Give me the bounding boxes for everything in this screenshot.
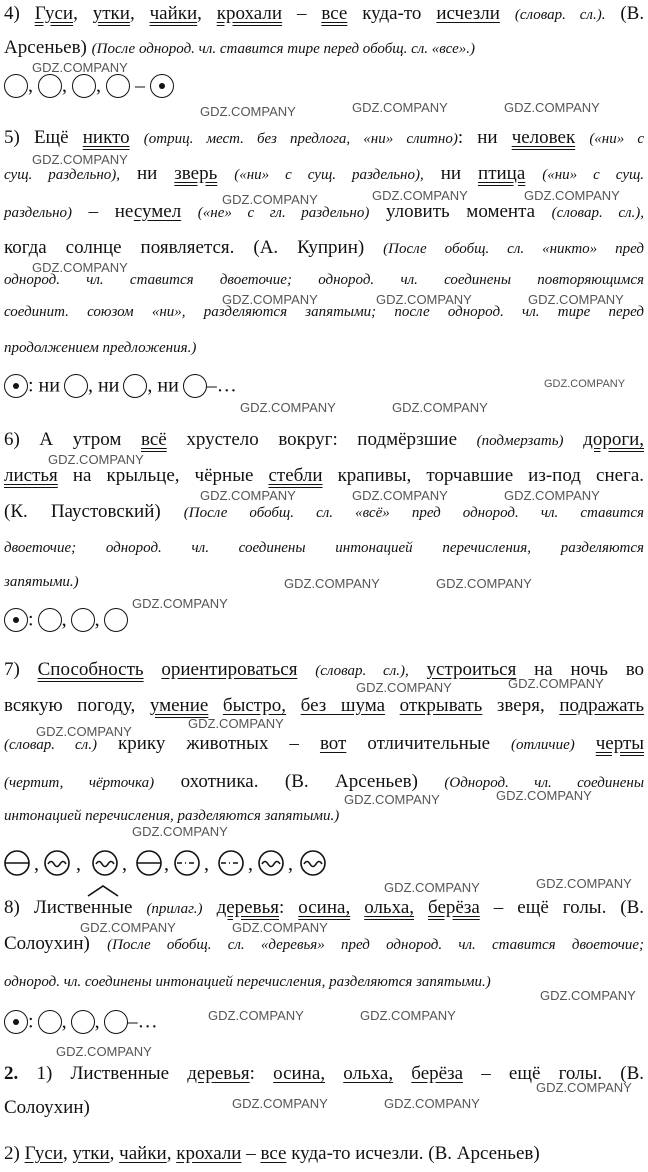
- watermark: GDZ.COMPANY: [188, 716, 284, 731]
- item-number: 4): [4, 3, 20, 24]
- note: (Однород. чл. соединены: [444, 775, 645, 791]
- note: (прилаг.): [146, 901, 203, 917]
- item5-schema: [4, 374, 237, 414]
- schema-text: , ни: [147, 374, 179, 397]
- watermark: GDZ.COMPANY: [48, 452, 144, 467]
- text: :: [278, 897, 285, 918]
- item4-schema: , , , –: [4, 74, 174, 114]
- item4-line2: [4, 34, 644, 63]
- note: (отличие): [511, 737, 575, 753]
- item7-line2: [4, 692, 644, 720]
- text: : ни: [457, 127, 498, 148]
- watermark: GDZ.COMPANY: [208, 1008, 304, 1023]
- homogeneous-word: листья: [4, 465, 58, 486]
- text: когда солнце появляется. (А. Куприн): [4, 237, 365, 258]
- item7-line5: интонацией перечисления, разделяются запятыми.): [4, 808, 340, 824]
- underlined-word: чайки: [119, 1143, 167, 1164]
- watermark: GDZ.COMPANY: [356, 680, 452, 695]
- circle-icon: [71, 1010, 95, 1034]
- note: (словар. сл.): [4, 737, 97, 753]
- watermark: GDZ.COMPANY: [504, 488, 600, 503]
- item6-schema: [4, 608, 128, 648]
- text: зверя,: [496, 695, 545, 716]
- item-number: 7): [4, 659, 20, 680]
- watermark: GDZ.COMPANY: [496, 788, 592, 803]
- watermark: GDZ.COMPANY: [360, 1008, 456, 1023]
- item8-line3: однород. чл. соединены интонацией перечисления, разделяются запятыми.): [4, 974, 491, 990]
- note: раздельно): [4, 205, 73, 221]
- text: куда-то исчезли. (В. Арсеньев): [291, 1143, 540, 1164]
- text: куда-то: [362, 3, 422, 24]
- text: – не: [88, 201, 134, 222]
- homogeneous-word: человек: [511, 127, 576, 148]
- watermark: GDZ.COMPANY: [536, 876, 632, 891]
- circle-icon: [71, 608, 95, 632]
- note: (После обобщ. сл. «никто» пред: [383, 241, 644, 257]
- dashdot-circle-icon: [175, 851, 199, 875]
- task2-line3: 2) Гуси, утки, чайки, крохали – все куда-то исчезли. (В. Арсеньев): [4, 1143, 540, 1164]
- note: (отриц. мест. без предлога, «ни» слитно): [143, 131, 458, 147]
- text: 8) Лиственные: [4, 897, 133, 918]
- homogeneous-word: утки: [92, 3, 130, 24]
- circle-icon: [38, 608, 62, 632]
- underlined-word: без шума: [300, 695, 386, 716]
- circle-icon: [38, 74, 62, 98]
- watermark: GDZ.COMPANY: [32, 260, 128, 275]
- dotted-circle-icon: [4, 374, 28, 398]
- watermark: GDZ.COMPANY: [200, 104, 296, 119]
- wavy-circle-icon: [259, 851, 283, 875]
- note: (подмерзать): [476, 433, 564, 449]
- predicate-word: сумел: [133, 201, 182, 222]
- circle-icon: [64, 374, 88, 398]
- item6-line1: [4, 426, 644, 455]
- text: 5) Ещё: [4, 127, 69, 148]
- item4-line1: 4) Гуси, утки, чайки, крохали – все куда-то исчезли (словар. сл.). (В.: [4, 3, 645, 24]
- watermark: GDZ.COMPANY: [544, 378, 626, 390]
- text: охотника. (В. Арсеньев): [180, 771, 418, 792]
- watermark: GDZ.COMPANY: [222, 192, 318, 207]
- svg-text:,: ,: [204, 853, 209, 875]
- circle-icon: [38, 1010, 62, 1034]
- homogeneous-word: Способность: [37, 659, 144, 680]
- homogeneous-word: чайки: [149, 3, 198, 24]
- underlined-word: быстро,: [222, 695, 287, 716]
- svg-text:,: ,: [288, 853, 293, 875]
- wavy-circle-icon: [45, 851, 69, 875]
- note: (чертит, чёрточка): [4, 775, 155, 791]
- underlined-word: черты: [595, 733, 645, 754]
- dashdot-circle-icon: [219, 851, 243, 875]
- watermark: GDZ.COMPANY: [32, 60, 128, 75]
- note: (словар. сл.),: [551, 205, 645, 221]
- dotted-circle-icon: [4, 608, 28, 632]
- schema-text: –…: [127, 1010, 158, 1033]
- watermark: GDZ.COMPANY: [536, 1080, 632, 1095]
- note: (После обобщ. сл. «всё» пред однород. чл. ставится: [183, 505, 645, 521]
- text: 2): [4, 1143, 20, 1164]
- text: хрустело вокруг: подмёрзшие: [186, 429, 458, 450]
- note: (После однород. чл. ставится тире перед обобщ. сл. «все».): [91, 41, 475, 57]
- watermark: GDZ.COMPANY: [36, 724, 132, 739]
- note: («ни» с: [589, 131, 645, 147]
- text: 6) А утром: [4, 429, 122, 450]
- text: (К. Паустовский): [4, 501, 161, 522]
- schema-text: ,: [61, 1010, 67, 1033]
- watermark: GDZ.COMPANY: [376, 292, 472, 307]
- watermark: GDZ.COMPANY: [384, 1096, 480, 1111]
- underlined-word: ориентироваться: [161, 659, 298, 680]
- text: –: [246, 1143, 256, 1164]
- predicate-word: исчезли: [436, 3, 500, 24]
- text: – ещё голы. (В.: [481, 1063, 645, 1084]
- generalizing-word: всё: [141, 429, 167, 450]
- homogeneous-word: умение: [149, 695, 209, 716]
- watermark: GDZ.COMPANY: [222, 292, 318, 307]
- text: Солоухин): [4, 1097, 90, 1118]
- item6-line5: запятыми.): [4, 574, 79, 590]
- task-number: 2.: [4, 1063, 19, 1084]
- text: уловить момента: [385, 201, 536, 222]
- text: на ночь во: [534, 659, 645, 680]
- circle-icon: [4, 74, 28, 98]
- watermark: GDZ.COMPANY: [528, 292, 624, 307]
- watermark: GDZ.COMPANY: [524, 188, 620, 203]
- watermark: GDZ.COMPANY: [504, 100, 600, 115]
- circle-icon: [106, 74, 130, 98]
- watermark: GDZ.COMPANY: [352, 488, 448, 503]
- watermark: GDZ.COMPANY: [436, 576, 532, 591]
- underlined-word: Гуси: [24, 1143, 63, 1164]
- circle-icon: [104, 608, 128, 632]
- text: крику животных –: [117, 733, 299, 754]
- schema-text: ,: [61, 608, 67, 631]
- note: («ни» с сущ.: [542, 167, 645, 183]
- wavy-circle-icon: [93, 851, 117, 875]
- text: Арсеньев): [4, 37, 87, 58]
- homogeneous-word: стебли: [268, 465, 323, 486]
- underlined-word: все: [260, 1143, 287, 1164]
- watermark: GDZ.COMPANY: [132, 824, 228, 839]
- item8-line1: [4, 894, 644, 923]
- watermark: GDZ.COMPANY: [32, 152, 128, 167]
- underlined-word: утки: [72, 1143, 110, 1164]
- generalizing-word: все: [321, 3, 348, 24]
- watermark: GDZ.COMPANY: [372, 188, 468, 203]
- homogeneous-word: зверь: [174, 163, 218, 184]
- dotted-circle-icon: [150, 74, 174, 98]
- watermark: GDZ.COMPANY: [80, 920, 176, 935]
- watermark: GDZ.COMPANY: [232, 1096, 328, 1111]
- schema-text: , ни: [87, 374, 120, 397]
- text: :: [249, 1063, 255, 1084]
- watermark: GDZ.COMPANY: [384, 880, 480, 895]
- homogeneous-word: дороги,: [583, 429, 645, 450]
- underlined-word: вот: [319, 733, 347, 754]
- text: – ещё голы. (В.: [493, 897, 645, 918]
- underlined-word: устроиться: [426, 659, 517, 680]
- schema-text: –…: [206, 374, 237, 397]
- schema-text: :: [28, 1010, 34, 1033]
- note: (словар. сл.),: [315, 663, 409, 679]
- note: (После обобщ. сл. «деревья» пред однород. чл. ставится двоеточие;: [107, 937, 645, 953]
- circle-icon: [123, 374, 147, 398]
- item5-line6: соединит. союзом «ни», разделяются запятыми; после однород. чл. тире перед: [4, 304, 644, 320]
- circle-icon: [104, 1010, 128, 1034]
- watermark: GDZ.COMPANY: [392, 400, 488, 415]
- text: на крыльце, чёрные: [72, 465, 254, 486]
- text: ни: [440, 163, 462, 184]
- watermark: GDZ.COMPANY: [352, 100, 448, 115]
- item5-line5: однород. чл. ставится двоеточие; однород. чл. соединены повторяющимся: [4, 272, 644, 288]
- line-circle-icon: [5, 851, 29, 875]
- item6-line4: двоеточие; однород. чл. соединены интонацией перечисления, разделяются: [4, 540, 644, 556]
- underlined-word: деревья: [187, 1063, 250, 1084]
- schema-text: ,: [94, 1010, 100, 1033]
- item5-line1: [4, 124, 644, 153]
- underlined-word: подражать: [559, 695, 645, 716]
- text: отличительные: [367, 733, 491, 754]
- underlined-word: осина,: [273, 1063, 326, 1084]
- watermark: GDZ.COMPANY: [284, 576, 380, 591]
- note: (словар. сл.).: [514, 7, 606, 23]
- text: 1) Лиственные: [36, 1063, 170, 1084]
- svg-text:,: ,: [34, 853, 39, 875]
- circle-icon: [72, 74, 96, 98]
- homogeneous-word: осина,: [298, 897, 351, 918]
- homogeneous-word: крохали: [216, 3, 283, 24]
- homogeneous-word: Гуси: [34, 3, 74, 24]
- watermark: GDZ.COMPANY: [240, 400, 336, 415]
- text: Солоухин): [4, 933, 90, 954]
- homogeneous-word: берёза: [428, 897, 480, 918]
- text: крапивы, торчавшие из-под снега.: [337, 465, 645, 486]
- item7-schema: [4, 846, 334, 880]
- item5-line7: продолжением предложения.): [4, 340, 197, 356]
- dotted-circle-icon: [4, 1010, 28, 1034]
- underlined-word: крохали: [176, 1143, 242, 1164]
- watermark: GDZ.COMPANY: [232, 920, 328, 935]
- text: ни: [136, 163, 158, 184]
- svg-text:,: ,: [76, 853, 81, 875]
- text: всякую погоду,: [4, 695, 136, 716]
- watermark: GDZ.COMPANY: [508, 676, 604, 691]
- watermark: GDZ.COMPANY: [132, 596, 228, 611]
- schema-text: : ни: [28, 374, 60, 397]
- note: («ни» с сущ. раздельно),: [234, 167, 424, 183]
- generalizing-word: никто: [82, 127, 130, 148]
- underlined-word: берёза: [411, 1063, 464, 1084]
- line-circle-icon: [137, 851, 161, 875]
- item5-line4: [4, 234, 644, 263]
- homogeneous-word: птица: [478, 163, 526, 184]
- schema-text: :: [28, 608, 34, 631]
- watermark: GDZ.COMPANY: [56, 1044, 152, 1059]
- homogeneous-word: ольха,: [364, 897, 415, 918]
- schema-text: ,: [94, 608, 100, 631]
- circle-icon: [183, 374, 207, 398]
- underlined-word: ольха,: [343, 1063, 394, 1084]
- svg-text:,: ,: [122, 853, 127, 875]
- svg-text:,: ,: [164, 853, 169, 875]
- watermark: GDZ.COMPANY: [344, 792, 440, 807]
- watermark: GDZ.COMPANY: [540, 988, 636, 1003]
- underlined-word: открывать: [399, 695, 483, 716]
- text: (В.: [620, 3, 645, 24]
- note: сущ. раздельно),: [4, 167, 121, 183]
- watermark: GDZ.COMPANY: [200, 488, 296, 503]
- dash: –: [296, 3, 307, 24]
- wavy-circle-icon: [301, 851, 325, 875]
- generalizing-word: деревья: [216, 897, 279, 918]
- note: («не» с гл. раздельно): [197, 205, 370, 221]
- svg-text:,: ,: [248, 853, 253, 875]
